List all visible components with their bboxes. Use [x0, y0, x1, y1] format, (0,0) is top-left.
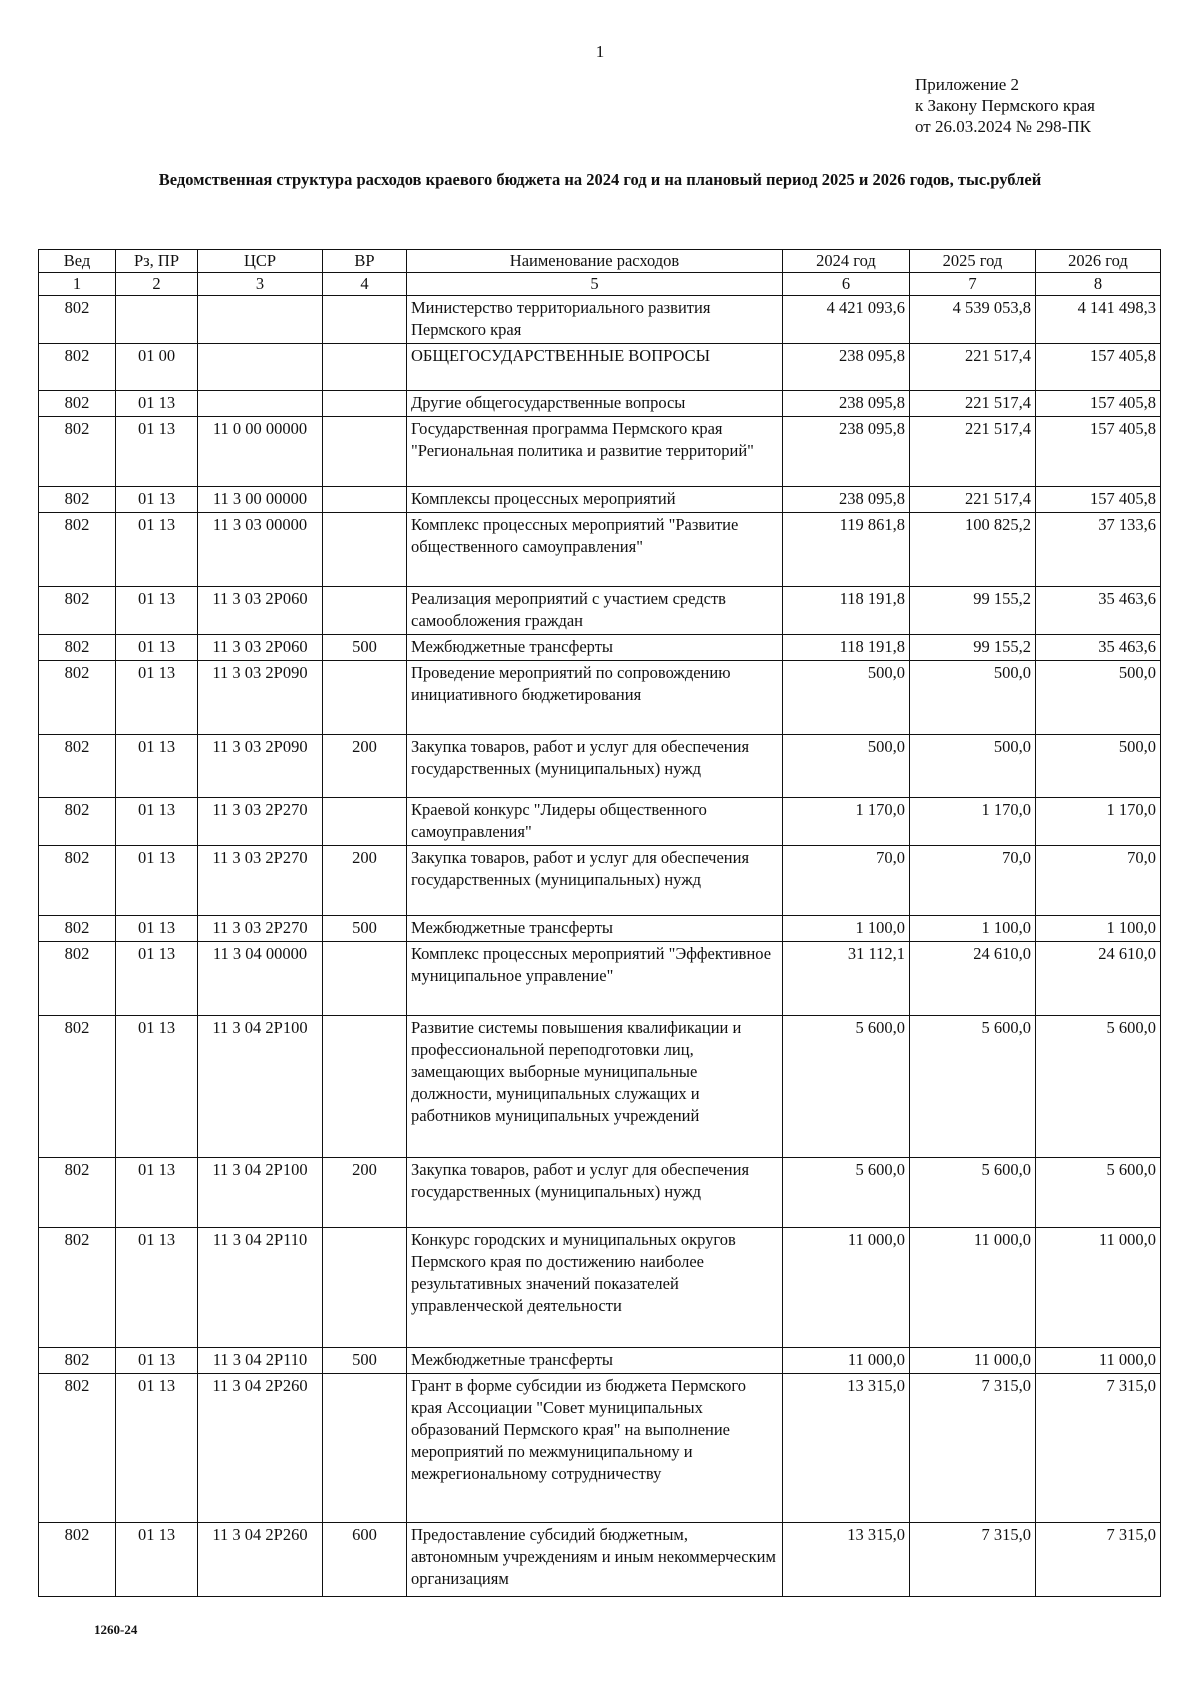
column-header: Вед: [39, 250, 116, 273]
section-cell: 01 13: [116, 846, 198, 916]
target-article-cell: 11 3 04 2P110: [198, 1228, 323, 1348]
section-cell: 01 13: [116, 635, 198, 661]
amount-2026-cell: 157 405,8: [1036, 391, 1161, 417]
expense-type-cell: [323, 1374, 407, 1523]
target-article-cell: 11 3 03 2P270: [198, 846, 323, 916]
ved-cell: 802: [39, 417, 116, 487]
expense-name-cell: Другие общегосударственные вопросы: [407, 391, 783, 417]
amount-2025-cell: 11 000,0: [910, 1348, 1036, 1374]
section-cell: 01 13: [116, 487, 198, 513]
target-article-cell: 11 3 03 2P270: [198, 798, 323, 846]
expense-type-cell: 200: [323, 735, 407, 798]
column-number: 5: [407, 273, 783, 296]
ved-cell: 802: [39, 296, 116, 344]
expense-name-cell: Краевой конкурс "Лидеры общественного самоуправления": [407, 798, 783, 846]
section-cell: 01 13: [116, 735, 198, 798]
amount-2026-cell: 500,0: [1036, 735, 1161, 798]
expense-type-cell: 200: [323, 846, 407, 916]
amount-2025-cell: 70,0: [910, 846, 1036, 916]
appendix-line: от 26.03.2024 № 298-ПК: [915, 117, 1091, 136]
amount-2024-cell: 4 421 093,6: [783, 296, 910, 344]
ved-cell: 802: [39, 846, 116, 916]
expense-type-cell: [323, 798, 407, 846]
amount-2026-cell: 5 600,0: [1036, 1016, 1161, 1158]
expense-type-cell: 600: [323, 1523, 407, 1597]
section-cell: 01 13: [116, 942, 198, 1016]
ved-cell: 802: [39, 942, 116, 1016]
target-article-cell: 11 3 03 2P060: [198, 635, 323, 661]
amount-2024-cell: 238 095,8: [783, 487, 910, 513]
amount-2026-cell: 1 170,0: [1036, 798, 1161, 846]
expense-type-cell: 500: [323, 916, 407, 942]
expense-name-cell: Межбюджетные трансферты: [407, 635, 783, 661]
expense-type-cell: [323, 296, 407, 344]
table-row: [39, 661, 1161, 735]
table-row: [39, 1158, 1161, 1228]
section-cell: 01 13: [116, 417, 198, 487]
footer-code: 1260-24: [94, 1622, 138, 1637]
column-number-row: [39, 273, 1161, 296]
amount-2025-cell: 221 517,4: [910, 487, 1036, 513]
target-article-cell: 11 3 04 00000: [198, 942, 323, 1016]
table-row: [39, 942, 1161, 1016]
target-article-cell: 11 3 03 2P060: [198, 587, 323, 635]
ved-cell: 802: [39, 661, 116, 735]
section-cell: 01 13: [116, 1523, 198, 1597]
column-number: 3: [198, 273, 323, 296]
target-article-cell: 11 3 04 2P260: [198, 1523, 323, 1597]
ved-cell: 802: [39, 916, 116, 942]
ved-cell: 802: [39, 1228, 116, 1348]
expense-type-cell: [323, 587, 407, 635]
table-row: [39, 1348, 1161, 1374]
appendix-reference: [915, 74, 1095, 137]
expense-name-cell: Комплекс процессных мероприятий "Эффективное муниципальное управление": [407, 942, 783, 1016]
amount-2026-cell: 4 141 498,3: [1036, 296, 1161, 344]
ved-cell: 802: [39, 635, 116, 661]
ved-cell: 802: [39, 487, 116, 513]
amount-2024-cell: 238 095,8: [783, 344, 910, 391]
amount-2026-cell: 70,0: [1036, 846, 1161, 916]
amount-2024-cell: 31 112,1: [783, 942, 910, 1016]
expense-type-cell: [323, 1016, 407, 1158]
expense-type-cell: 200: [323, 1158, 407, 1228]
amount-2024-cell: 5 600,0: [783, 1016, 910, 1158]
table-row: [39, 296, 1161, 344]
table-row: [39, 1374, 1161, 1523]
amount-2026-cell: 24 610,0: [1036, 942, 1161, 1016]
ved-cell: 802: [39, 1523, 116, 1597]
amount-2026-cell: 35 463,6: [1036, 635, 1161, 661]
amount-2026-cell: 11 000,0: [1036, 1348, 1161, 1374]
ved-cell: 802: [39, 513, 116, 587]
ved-cell: 802: [39, 391, 116, 417]
expense-name-cell: Комплекс процессных мероприятий "Развитие общественного самоуправления": [407, 513, 783, 587]
table-row: [39, 1016, 1161, 1158]
amount-2024-cell: 238 095,8: [783, 391, 910, 417]
target-article-cell: [198, 296, 323, 344]
column-number: 6: [783, 273, 910, 296]
column-number: 8: [1036, 273, 1161, 296]
ved-cell: 802: [39, 798, 116, 846]
section-cell: 01 13: [116, 798, 198, 846]
column-header: 2025 год: [910, 250, 1036, 273]
column-header: Наименование расходов: [407, 250, 783, 273]
section-cell: 01 13: [116, 1374, 198, 1523]
target-article-cell: 11 3 04 2P100: [198, 1016, 323, 1158]
amount-2026-cell: 500,0: [1036, 661, 1161, 735]
amount-2025-cell: 221 517,4: [910, 391, 1036, 417]
expense-type-cell: [323, 391, 407, 417]
amount-2024-cell: 118 191,8: [783, 587, 910, 635]
target-article-cell: 11 3 04 2P100: [198, 1158, 323, 1228]
section-cell: 01 13: [116, 1158, 198, 1228]
amount-2026-cell: 157 405,8: [1036, 417, 1161, 487]
table-row: [39, 916, 1161, 942]
expense-name-cell: Реализация мероприятий с участием средств самообложения граждан: [407, 587, 783, 635]
table-row: [39, 587, 1161, 635]
amount-2024-cell: 11 000,0: [783, 1228, 910, 1348]
section-cell: 01 13: [116, 1228, 198, 1348]
column-header: 2024 год: [783, 250, 910, 273]
amount-2026-cell: 157 405,8: [1036, 344, 1161, 391]
target-article-cell: 11 3 00 00000: [198, 487, 323, 513]
section-cell: 01 00: [116, 344, 198, 391]
column-number: 7: [910, 273, 1036, 296]
expense-name-cell: Предоставление субсидий бюджетным, автономным учреждениям и иным некоммерческим организациям: [407, 1523, 783, 1597]
expense-type-cell: 500: [323, 1348, 407, 1374]
column-header: ВР: [323, 250, 407, 273]
amount-2024-cell: 500,0: [783, 661, 910, 735]
amount-2025-cell: 7 315,0: [910, 1523, 1036, 1597]
table-row: [39, 417, 1161, 487]
expense-name-cell: Министерство территориального развития Пермского края: [407, 296, 783, 344]
target-article-cell: 11 3 03 2P270: [198, 916, 323, 942]
amount-2026-cell: 157 405,8: [1036, 487, 1161, 513]
amount-2025-cell: 4 539 053,8: [910, 296, 1036, 344]
amount-2025-cell: 5 600,0: [910, 1016, 1036, 1158]
target-article-cell: [198, 391, 323, 417]
amount-2024-cell: 11 000,0: [783, 1348, 910, 1374]
expense-name-cell: Закупка товаров, работ и услуг для обеспечения государственных (муниципальных) нужд: [407, 735, 783, 798]
amount-2025-cell: 221 517,4: [910, 344, 1036, 391]
amount-2026-cell: 35 463,6: [1036, 587, 1161, 635]
target-article-cell: 11 3 04 2P110: [198, 1348, 323, 1374]
amount-2024-cell: 70,0: [783, 846, 910, 916]
amount-2026-cell: 5 600,0: [1036, 1158, 1161, 1228]
table-row: [39, 391, 1161, 417]
column-number: 1: [39, 273, 116, 296]
table-row: [39, 1523, 1161, 1597]
expense-name-cell: ОБЩЕГОСУДАРСТВЕННЫЕ ВОПРОСЫ: [407, 344, 783, 391]
amount-2024-cell: 500,0: [783, 735, 910, 798]
target-article-cell: 11 3 03 00000: [198, 513, 323, 587]
section-cell: 01 13: [116, 587, 198, 635]
expense-name-cell: Конкурс городских и муниципальных округов Пермского края по достижению наиболее результативных значений показателей управленческой деятельности: [407, 1228, 783, 1348]
expense-type-cell: 500: [323, 635, 407, 661]
expense-name-cell: Закупка товаров, работ и услуг для обеспечения государственных (муниципальных) нужд: [407, 1158, 783, 1228]
amount-2025-cell: 500,0: [910, 661, 1036, 735]
expense-name-cell: Закупка товаров, работ и услуг для обеспечения государственных (муниципальных) нужд: [407, 846, 783, 916]
expense-type-cell: [323, 1228, 407, 1348]
ved-cell: 802: [39, 1374, 116, 1523]
ved-cell: 802: [39, 587, 116, 635]
amount-2025-cell: 24 610,0: [910, 942, 1036, 1016]
amount-2025-cell: 500,0: [910, 735, 1036, 798]
appendix-line: к Закону Пермского края: [915, 96, 1096, 115]
expense-name-cell: Грант в форме субсидии из бюджета Пермского края Ассоциации "Совет муниципальных образований Пермского края" на выполнение мероприятий по межмуниципальному и межрегиональному сотрудничеству: [407, 1374, 783, 1523]
target-article-cell: 11 0 00 00000: [198, 417, 323, 487]
column-number: 2: [116, 273, 198, 296]
table-row: [39, 798, 1161, 846]
expense-type-cell: [323, 487, 407, 513]
ved-cell: 802: [39, 1348, 116, 1374]
amount-2025-cell: 99 155,2: [910, 635, 1036, 661]
target-article-cell: 11 3 03 2P090: [198, 735, 323, 798]
expense-type-cell: [323, 513, 407, 587]
amount-2024-cell: 238 095,8: [783, 417, 910, 487]
table-row: [39, 487, 1161, 513]
amount-2025-cell: 1 170,0: [910, 798, 1036, 846]
expense-name-cell: Государственная программа Пермского края "Региональная политика и развитие территорий": [407, 417, 783, 487]
table-row: [39, 344, 1161, 391]
amount-2024-cell: 119 861,8: [783, 513, 910, 587]
amount-2025-cell: 11 000,0: [910, 1228, 1036, 1348]
amount-2026-cell: 7 315,0: [1036, 1374, 1161, 1523]
amount-2025-cell: 5 600,0: [910, 1158, 1036, 1228]
expense-name-cell: Межбюджетные трансферты: [407, 1348, 783, 1374]
ved-cell: 802: [39, 344, 116, 391]
table-row: [39, 735, 1161, 798]
amount-2024-cell: 13 315,0: [783, 1374, 910, 1523]
expense-name-cell: Развитие системы повышения квалификации и профессиональной переподготовки лиц, замещающих выборные муниципальные должности, муниципальных служащих и работников муниципальных учреждений: [407, 1016, 783, 1158]
amount-2024-cell: 1 170,0: [783, 798, 910, 846]
column-header: 2026 год: [1036, 250, 1161, 273]
page-number: 1: [595, 42, 605, 61]
amount-2025-cell: 99 155,2: [910, 587, 1036, 635]
expense-name-cell: Комплексы процессных мероприятий: [407, 487, 783, 513]
amount-2025-cell: 221 517,4: [910, 417, 1036, 487]
expense-type-cell: [323, 344, 407, 391]
ved-cell: 802: [39, 735, 116, 798]
amount-2025-cell: 100 825,2: [910, 513, 1036, 587]
column-header: ЦСР: [198, 250, 323, 273]
amount-2026-cell: 1 100,0: [1036, 916, 1161, 942]
amount-2026-cell: 7 315,0: [1036, 1523, 1161, 1597]
ved-cell: 802: [39, 1158, 116, 1228]
column-header: Рз, ПР: [116, 250, 198, 273]
expense-type-cell: [323, 942, 407, 1016]
document-title: Ведомственная структура расходов краевого бюджета на 2024 год и на плановый период 2025 и 2026 годов, тыс.рублей: [158, 170, 1042, 189]
section-cell: 01 13: [116, 513, 198, 587]
expense-type-cell: [323, 417, 407, 487]
budget-table: [38, 249, 1161, 1597]
section-cell: [116, 296, 198, 344]
expense-type-cell: [323, 661, 407, 735]
target-article-cell: 11 3 03 2P090: [198, 661, 323, 735]
expense-name-cell: Межбюджетные трансферты: [407, 916, 783, 942]
table-row: [39, 846, 1161, 916]
section-cell: 01 13: [116, 1016, 198, 1158]
amount-2024-cell: 13 315,0: [783, 1523, 910, 1597]
ved-cell: 802: [39, 1016, 116, 1158]
amount-2025-cell: 7 315,0: [910, 1374, 1036, 1523]
amount-2024-cell: 1 100,0: [783, 916, 910, 942]
table-row: [39, 1228, 1161, 1348]
amount-2024-cell: 118 191,8: [783, 635, 910, 661]
section-cell: 01 13: [116, 1348, 198, 1374]
amount-2025-cell: 1 100,0: [910, 916, 1036, 942]
appendix-line: Приложение 2: [915, 75, 1019, 94]
table-row: [39, 635, 1161, 661]
section-cell: 01 13: [116, 916, 198, 942]
expense-name-cell: Проведение мероприятий по сопровождению инициативного бюджетирования: [407, 661, 783, 735]
section-cell: 01 13: [116, 661, 198, 735]
column-number: 4: [323, 273, 407, 296]
amount-2024-cell: 5 600,0: [783, 1158, 910, 1228]
target-article-cell: [198, 344, 323, 391]
header-row: [39, 250, 1161, 273]
section-cell: 01 13: [116, 391, 198, 417]
target-article-cell: 11 3 04 2P260: [198, 1374, 323, 1523]
amount-2026-cell: 37 133,6: [1036, 513, 1161, 587]
amount-2026-cell: 11 000,0: [1036, 1228, 1161, 1348]
table-row: [39, 513, 1161, 587]
